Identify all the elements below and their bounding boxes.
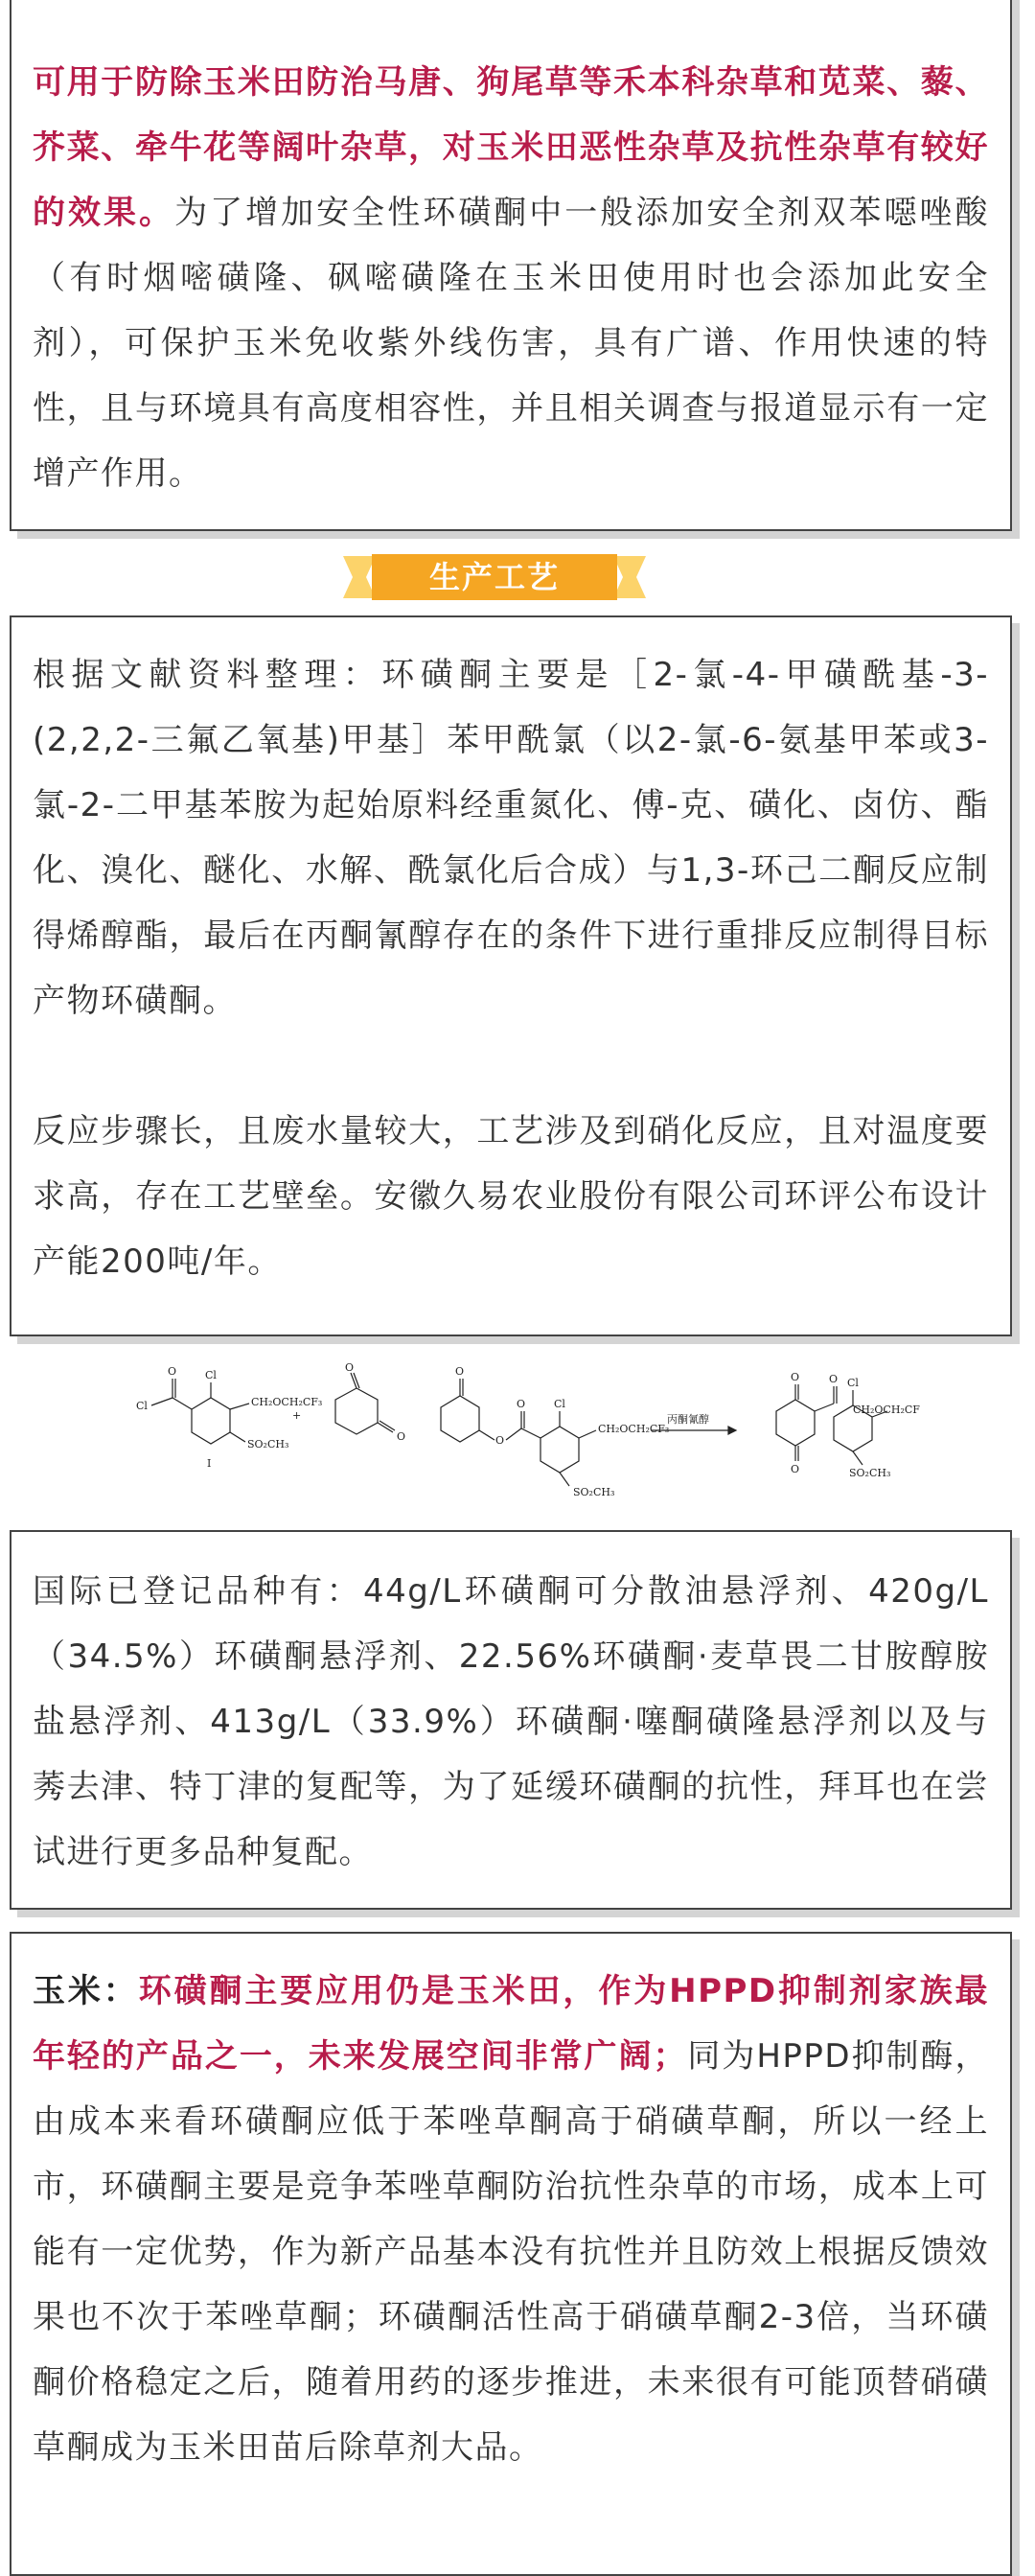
reaction-o-label-8: O [791, 1463, 800, 1475]
product-ring-1 [776, 1400, 815, 1446]
corn-highlight-text: 环磺酮主要应用仍是玉米田，作为HPPD抑制剂家族最年轻的产品之一，未来发展空间非常广阔； [33, 1972, 990, 2076]
corn-label: 玉米： [33, 1972, 139, 2010]
intro-paragraph [33, 50, 989, 506]
production-paragraph-2: 反应步骤长，且废水量较大，工艺涉及到硝化反应，且对温度要求高，存在工艺壁垒。安徽久易农业股份有限公司环评公布设计产能200吨/年。 [33, 1112, 989, 1281]
intro-section-box [10, 0, 1012, 531]
reaction-sulfonyl-label-1: SO₂CH₃ [247, 1438, 289, 1450]
reaction-o-label-6: O [517, 1398, 526, 1410]
reaction-scheme-svg [115, 1361, 920, 1505]
reaction-plus: + [292, 1409, 302, 1422]
corn-section-box [10, 1932, 1012, 2576]
reaction-ether-label-3: CH₂OCH₂CF₃ [853, 1404, 920, 1416]
corn-paragraph [33, 1959, 989, 2480]
benzene-ring-2 [540, 1427, 579, 1473]
reaction-sulfonyl-label-3: SO₂CH₃ [849, 1467, 891, 1479]
reaction-cl-label-1: Cl [136, 1400, 148, 1412]
reaction-o-label-7: O [791, 1371, 800, 1383]
reaction-ether-label-1: CH₂OCH₂CF₃ [251, 1396, 323, 1408]
section-title-text: 生产工艺 [428, 559, 560, 595]
reaction-cl-label-4: Cl [847, 1377, 859, 1389]
enol-ester-ring [441, 1396, 479, 1442]
reaction-o-label-4: O [455, 1365, 465, 1378]
reaction-cl-label-2: Cl [205, 1369, 217, 1381]
compound-label: I [207, 1457, 212, 1470]
reaction-reagent-label: 丙酮氰醇 [667, 1413, 709, 1426]
production-section-box [10, 615, 1012, 1336]
reaction-o-label-5: O [495, 1434, 505, 1447]
reaction-scheme-figure [115, 1361, 920, 1505]
reaction-o-label-1: O [168, 1365, 177, 1378]
intro-body-text: 为了增加安全性环磺酮中一般添加安全剂双苯噁唑酸（有时烟嘧磺隆、砜嘧磺隆在玉米田使用时也会添加此安全剂），可保护玉米免收紫外线伤害，具有广谱、作用快速的特性，且与环境具有高度相容性，并且相关调查与报道显示有一定增产作用。 [33, 194, 989, 493]
production-process-title-banner [343, 552, 646, 602]
benzene-ring-1 [192, 1398, 230, 1444]
reaction-o-label-2: O [345, 1361, 355, 1374]
cyclohexanedione-ring [335, 1388, 378, 1434]
registration-paragraph: 国际已登记品种有：44g/L环磺酮可分散油悬浮剂、420g/L（34.5%）环磺酮悬浮剂、22.56%环磺酮·麦草畏二甘胺醇胺盐悬浮剂、413g/L（33.9%）环磺酮·噻酮磺隆悬浮剂以及与莠去津、特丁津的复配等，为了延缓环磺酮的抗性，拜耳也在尝试进行更多品种复配。 [33, 1572, 989, 1871]
production-paragraph-1: 根据文献资料整理：环磺酮主要是［2-氯-4-甲磺酰基-3-(2,2,2-三氟乙氧基)甲基］苯甲酰氯（以2-氯-6-氨基甲苯或3-氯-2-二甲基苯胺为起始原料经重氮化、傅-克、磺化、卤仿、酯化、溴化、醚化、水解、酰氯化后合成）与1,3-环己二酮反应制得烯醇酯，最后在丙酮氰醇存在的条件下进行重排反应制得目标产物环磺酮。 [33, 656, 989, 1020]
reaction-o-label-3: O [397, 1430, 406, 1443]
registration-section-box [10, 1530, 1012, 1910]
reaction-ether-label-2: CH₂OCH₂CF₃ [598, 1423, 670, 1435]
corn-body-text: 同为HPPD抑制酶，由成本来看环磺酮应低于苯唑草酮高于硝磺草酮，所以一经上市，环磺酮主要是竞争苯唑草酮防治抗性杂草的市场，成本上可能有一定优势，作为新产品基本没有抗性并且防效上根据反馈效果也不次于苯唑草酮；环磺酮活性高于硝磺草酮2-3倍，当环磺酮价格稳定之后，随着用药的逐步推进，未来很有可能顶替硝磺草酮成为玉米田苗后除草剂大品。 [33, 2037, 989, 2467]
reaction-cl-label-3: Cl [554, 1398, 565, 1410]
reaction-o-label-9: O [829, 1373, 839, 1385]
reaction-sulfonyl-label-2: SO₂CH₃ [573, 1486, 615, 1498]
intro-highlight-text: 可用于防除玉米田防治马唐、狗尾草等禾本科杂草和苋菜、藜、芥菜、牵牛花等阔叶杂草，对玉米田恶性杂草及抗性杂草有较好的效果。 [33, 63, 989, 232]
